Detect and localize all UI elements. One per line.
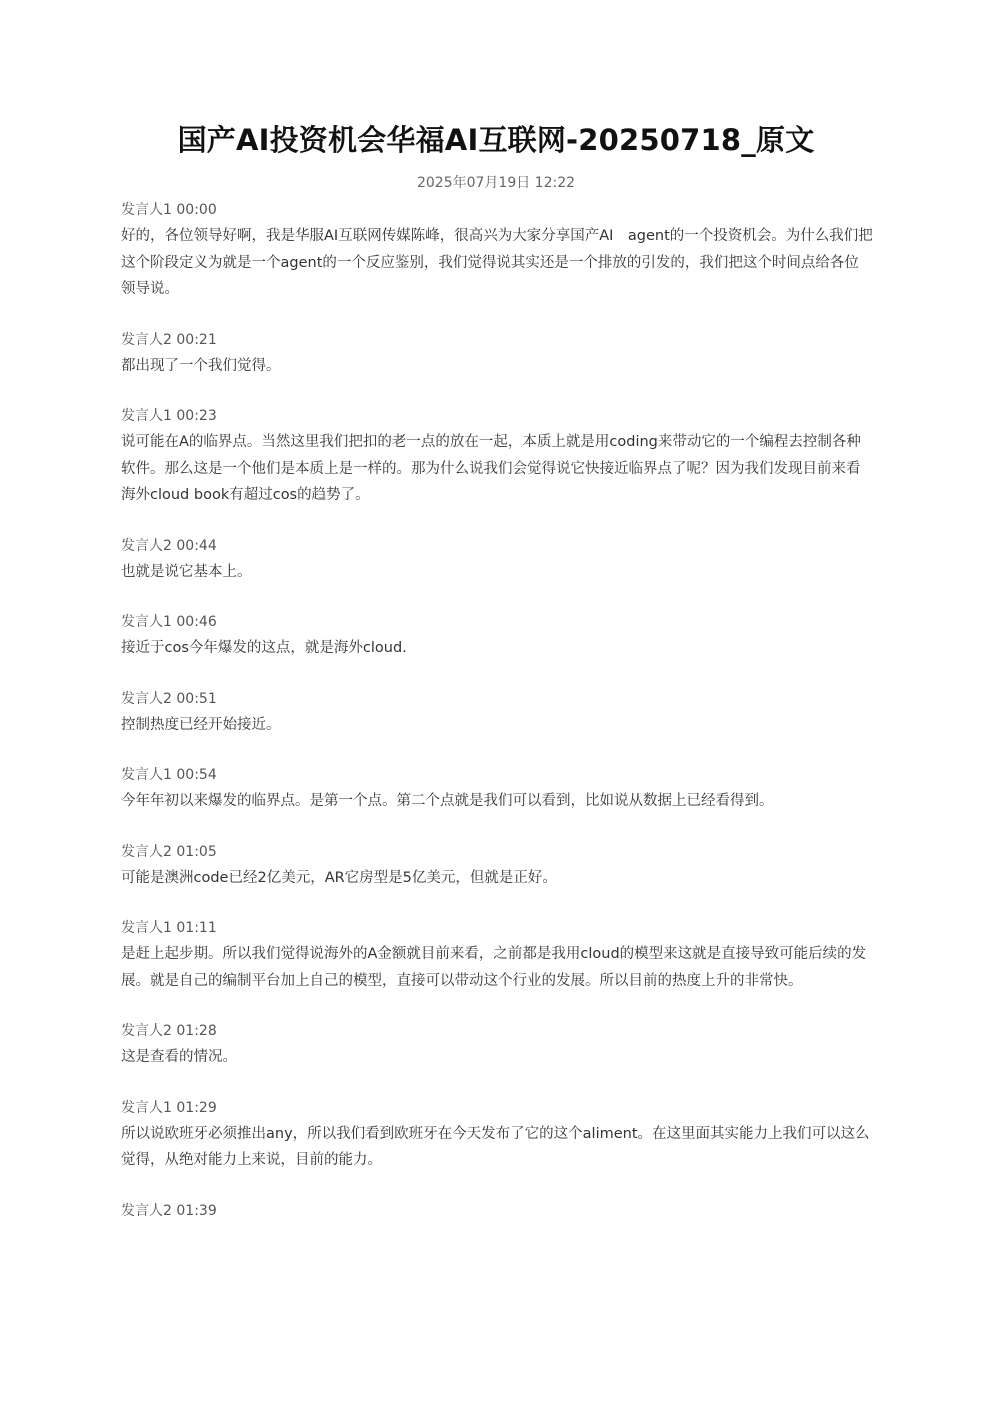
speaker-line [121, 1095, 873, 1121]
transcript-segment [121, 915, 873, 994]
timestamp: 01:05 [176, 843, 217, 860]
speaker-line [121, 762, 873, 788]
speaker-name: 发言人1 [121, 1099, 172, 1116]
speaker-line [121, 1018, 873, 1044]
timestamp: 00:51 [176, 690, 217, 707]
transcript [121, 197, 873, 1248]
transcript-segment [121, 533, 873, 586]
speaker-name: 发言人1 [121, 920, 172, 936]
document-date: 2025年07月19日 12:22 [416, 175, 576, 191]
speech-text: 接近于cos今年爆发的这点，就是海外cloud. [121, 640, 407, 656]
speech-text: 也就是说它基本上。 [121, 563, 252, 580]
speaker-line [121, 1198, 873, 1224]
speaker-line [121, 686, 873, 712]
speaker-name: 发言人1 [121, 408, 172, 424]
speech-text: 所以说欧班牙必须推出any，所以我们看到欧班牙在今天发布了它的这个aliment。在这里面其实能力上我们可以这么觉得，从绝对能力上来说，目前的能力。 [121, 1125, 870, 1168]
speech-text: 都出现了一个我们觉得。 [121, 357, 281, 374]
transcript-segment [121, 762, 873, 815]
speaker-line [121, 533, 873, 559]
transcript-segment [121, 327, 873, 380]
timestamp: 01:39 [176, 1202, 217, 1219]
speaker-name: 发言人2 [121, 690, 172, 707]
transcript-segment [121, 197, 873, 303]
speaker-line [121, 609, 873, 635]
speaker-name: 发言人1 [121, 614, 172, 630]
speaker-name: 发言人1 [121, 202, 172, 218]
speaker-line [121, 327, 873, 353]
speaker-name: 发言人2 [121, 1023, 172, 1039]
speech-text: 是赶上起步期。所以我们觉得说海外的A金额就目前来看，之前都是我用cloud的模型来这就是直接导致可能后续的发展。就是自己的编制平台加上自己的模型，直接可以带动这个行业的发展。所以目前的热度上升的非常快。 [121, 946, 867, 989]
transcript-segment [121, 1095, 873, 1174]
speech-text: 说可能在A的临界点。当然这里我们把扣的老一点的放在一起，本质上就是用coding来带动它的一个编程去控制各种软件。那么这是一个他们是本质上是一样的。那为什么说我们会觉得说它快接近临界点了呢？因为我们发现目前来看海外cloud book有超过cos的趋势了。 [121, 434, 861, 503]
transcript-segment [121, 609, 873, 662]
timestamp: 00:21 [176, 331, 217, 348]
timestamp: 00:54 [176, 767, 217, 783]
transcript-segment [121, 1198, 873, 1224]
timestamp: 00:46 [176, 614, 217, 630]
speaker-line [121, 197, 873, 223]
transcript-segment [121, 839, 873, 892]
transcript-segment [121, 1018, 873, 1071]
speaker-name: 发言人1 [121, 767, 172, 783]
timestamp: 01:28 [176, 1023, 217, 1039]
transcript-segment [121, 686, 873, 739]
speaker-line [121, 839, 873, 865]
speech-text: 这是查看的情况。 [121, 1049, 237, 1065]
timestamp: 00:23 [176, 408, 217, 424]
speaker-name: 发言人2 [121, 331, 172, 348]
speech-text: 今年年初以来爆发的临界点。是第一个点。第二个点就是我们可以看到，比如说从数据上已经看得到。 [121, 793, 774, 809]
speaker-name: 发言人2 [121, 537, 172, 554]
speech-text: 好的，各位领导好啊，我是华服AI互联网传媒陈峰，很高兴为大家分享国产AI agent的一个投资机会。为什么我们把这个阶段定义为就是一个agent的一个反应鉴别，我们觉得说其实还是一个排放的引发的，我们把这个时间点给各位领导说。 [121, 228, 873, 297]
speaker-name: 发言人2 [121, 843, 172, 860]
speech-text: 控制热度已经开始接近。 [121, 716, 281, 733]
speech-text: 可能是澳洲code已经2亿美元，AR它房型是5亿美元，但就是正好。 [121, 869, 557, 886]
timestamp: 00:44 [176, 537, 217, 554]
speaker-name: 发言人2 [121, 1202, 172, 1219]
timestamp: 00:00 [176, 202, 217, 218]
transcript-segment [121, 403, 873, 509]
document-title: 国产AI投资机会华福AI互联网-20250718_原文 [177, 123, 815, 157]
speaker-line [121, 915, 873, 941]
timestamp: 01:11 [176, 920, 217, 936]
timestamp: 01:29 [176, 1099, 217, 1116]
speaker-line [121, 403, 873, 429]
